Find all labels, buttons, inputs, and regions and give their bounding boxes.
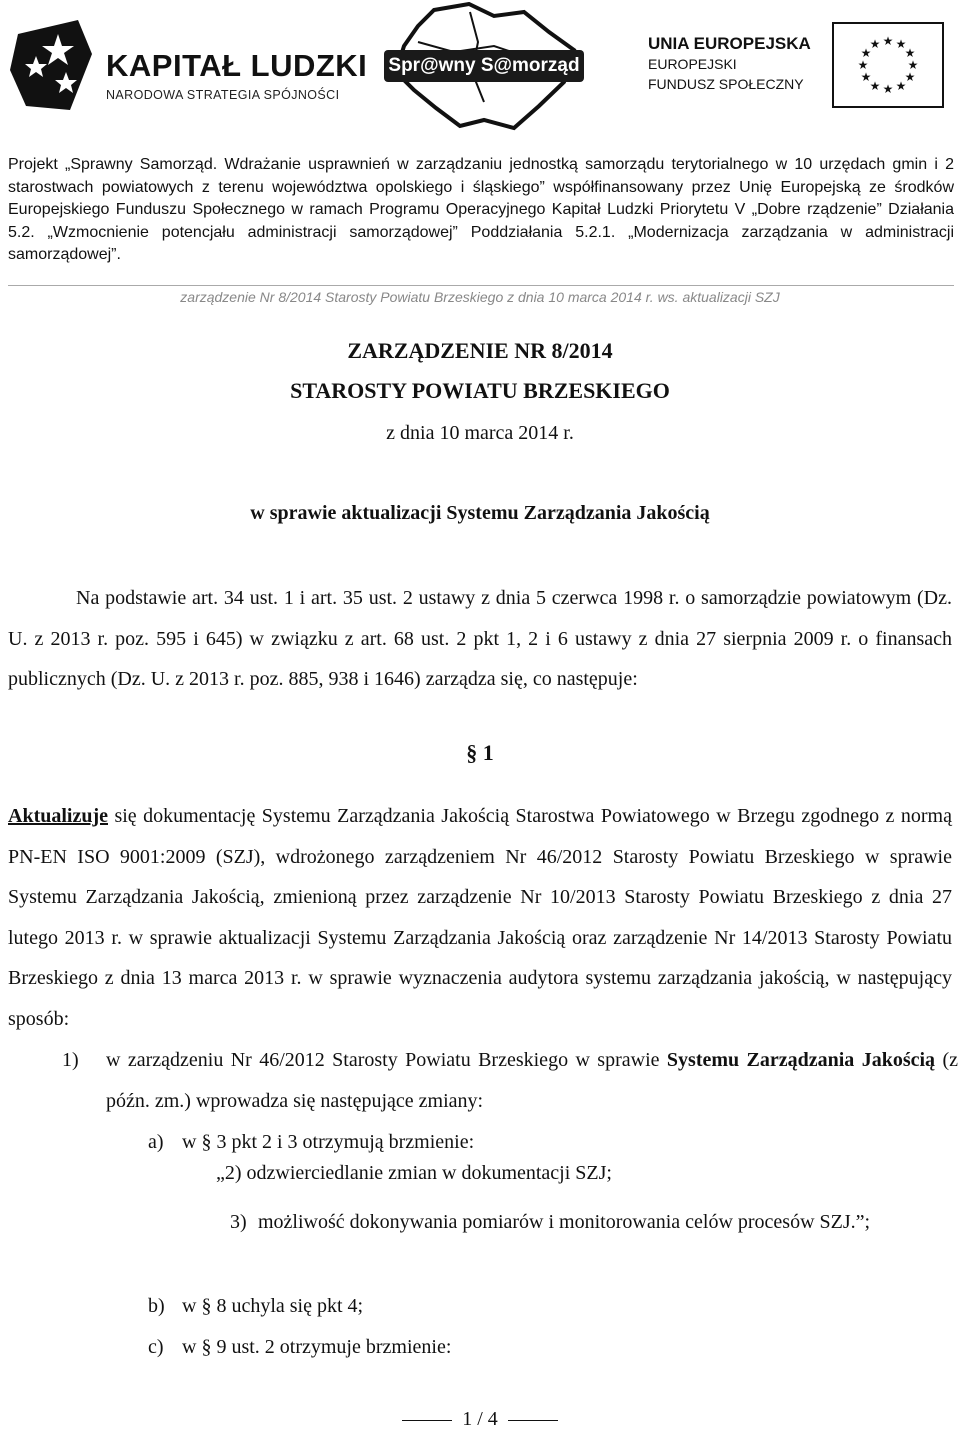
para-lead-word: Aktualizuje xyxy=(8,805,108,827)
sub-item-b-label: b) xyxy=(148,1295,165,1317)
kapital-ludzki-subtitle: NARODOWA STRATEGIA SPÓJNOŚCI xyxy=(106,88,340,102)
running-header-note: zarządzenie Nr 8/2014 Starosty Powiatu Brzeskiego z dnia 10 marca 2014 r. ws. aktualizacji SZJ xyxy=(180,289,780,305)
sprawny-samorzad-label: Spr@wny S@morząd xyxy=(384,50,584,82)
section-paragraph xyxy=(8,796,952,1039)
preamble-paragraph: Na podstawie art. 34 ust. 1 i art. 35 ust. 2 ustawy z dnia 5 czerwca 1998 r. o samorządzie powiatowym (Dz. U. z 2013 r. poz. 595 i 645) w związku z art. 68 ust. 2 pkt 1, 2 i 6 ustawy z dnia 27 sierpnia 2009 r. o finansach publicznych (Dz. U. z 2013 r. poz. 885, 938 i 1646) zarządza się, co następuje: xyxy=(8,587,952,690)
page-number xyxy=(0,1408,960,1431)
svg-text:★: ★ xyxy=(860,70,872,84)
svg-text:★: ★ xyxy=(882,82,894,96)
sub-item-b xyxy=(148,1286,363,1327)
svg-text:★: ★ xyxy=(895,37,907,51)
eu-title: UNIA EUROPEJSKA xyxy=(648,34,811,53)
svg-text:★: ★ xyxy=(869,37,881,51)
svg-text:★: ★ xyxy=(895,79,907,93)
svg-text:★: ★ xyxy=(860,46,872,60)
svg-text:★: ★ xyxy=(869,79,881,93)
svg-text:★: ★ xyxy=(882,34,894,48)
header-logos xyxy=(0,0,960,140)
eu-logo xyxy=(648,22,948,112)
kapital-ludzki-title: KAPITAŁ LUDZKI xyxy=(106,48,368,83)
sub-item-c xyxy=(148,1327,451,1368)
quote-line-1: „2) odzwierciedlanie zmian w dokumentacji SZJ; xyxy=(216,1162,612,1184)
svg-text:★: ★ xyxy=(904,70,916,84)
sub-item-a-text: w § 3 pkt 2 i 3 otrzymują brzmienie: xyxy=(182,1131,475,1153)
document-date: z dnia 10 marca 2014 r. xyxy=(386,422,574,444)
quote-line-2-text: możliwość dokonywania pomiarów i monitorowania celów procesów SZJ.”; xyxy=(258,1211,871,1233)
svg-text:★: ★ xyxy=(904,46,916,60)
list-item-number: 1) xyxy=(62,1049,79,1071)
quote-line-2-number: 3) xyxy=(230,1211,247,1233)
page-number-text: 1 / 4 xyxy=(462,1408,498,1430)
list-item-bold: Systemu Zarządzania Jakością xyxy=(666,1049,936,1071)
page-dash-left xyxy=(402,1420,452,1421)
para-body: się dokumentację Systemu Zarządzania Jakością Starostwa Powiatowego w Brzegu zgodnego z normą PN-EN ISO 9001:2009 (SZJ), wdrożonego zarządzeniem Nr 46/2012 Starosty Powiatu Brzeskiego w sprawie Systemu Zarządzania Jakością, zmienioną przez zarządzenie Nr 10/2013 Starosty Powiatu Brzeskiego z dnia 27 lutego 2013 r. w sprawie aktualizacji Systemu Zarządzania Jakością oraz zarządzenie Nr 14/2013 Starosty Powiatu Brzeskiego z dnia 13 marca 2013 r. w sprawie wyznaczenia audytora systemu zarządzania jakością, w następujący sposób: xyxy=(8,805,952,1030)
sub-item-b-text: w § 8 uchyla się pkt 4; xyxy=(182,1295,364,1317)
list-item-text-b: (z późn. zm.) wprowadza się następujące zmiany: xyxy=(106,1049,958,1112)
sub-item-a-label: a) xyxy=(148,1131,164,1153)
document-issuer: STAROSTY POWIATU BRZESKIEGO xyxy=(290,378,670,403)
list-item-text xyxy=(106,1040,958,1121)
svg-text:★: ★ xyxy=(857,58,869,72)
sub-item-a xyxy=(148,1122,474,1163)
section-heading: § 1 xyxy=(466,740,494,765)
header-divider xyxy=(8,285,954,286)
page-dash-right xyxy=(508,1420,558,1421)
eu-flag-icon xyxy=(832,22,944,108)
list-item-text-a: w zarządzeniu Nr 46/2012 Starosty Powiatu Brzeskiego w sprawie xyxy=(106,1049,667,1071)
project-description: Projekt „Sprawny Samorząd. Wdrażanie usprawnień w zarządzaniu jednostką samorządu terytorialnego w 10 urzędach gmin i 2 starostwach powiatowych z terenu województwa opolskiego i śląskiego” współfinansowany przez Unię Europejską ze środków Europejskiego Funduszu Społecznego w ramach Programu Operacyjnego Kapitał Ludzki Priorytetu V „Dobre rządzenie” Działania 5.2. „Wzmocnienie potencjału administracji samorządowej” Poddziałania 5.2.1. „Modernizacja zarządzania w administracji samorządowej”. xyxy=(8,156,954,264)
document-subject: w sprawie aktualizacji Systemu Zarządzania Jakością xyxy=(250,502,710,524)
list-item-1 xyxy=(62,1040,958,1121)
svg-text:★: ★ xyxy=(907,58,919,72)
kapital-ludzki-emblem-icon xyxy=(8,14,98,114)
sprawny-samorzad-logo xyxy=(374,2,594,132)
eu-subtitle-1: EUROPEJSKI xyxy=(648,56,737,72)
sub-item-c-text: w § 9 ust. 2 otrzymuje brzmienie: xyxy=(182,1336,452,1358)
document-title: ZARZĄDZENIE NR 8/2014 xyxy=(347,338,613,363)
sub-item-c-label: c) xyxy=(148,1336,164,1358)
kapital-ludzki-logo xyxy=(8,14,368,114)
quote-line-2 xyxy=(230,1202,958,1243)
eu-subtitle-2: FUNDUSZ SPOŁECZNY xyxy=(648,76,804,92)
